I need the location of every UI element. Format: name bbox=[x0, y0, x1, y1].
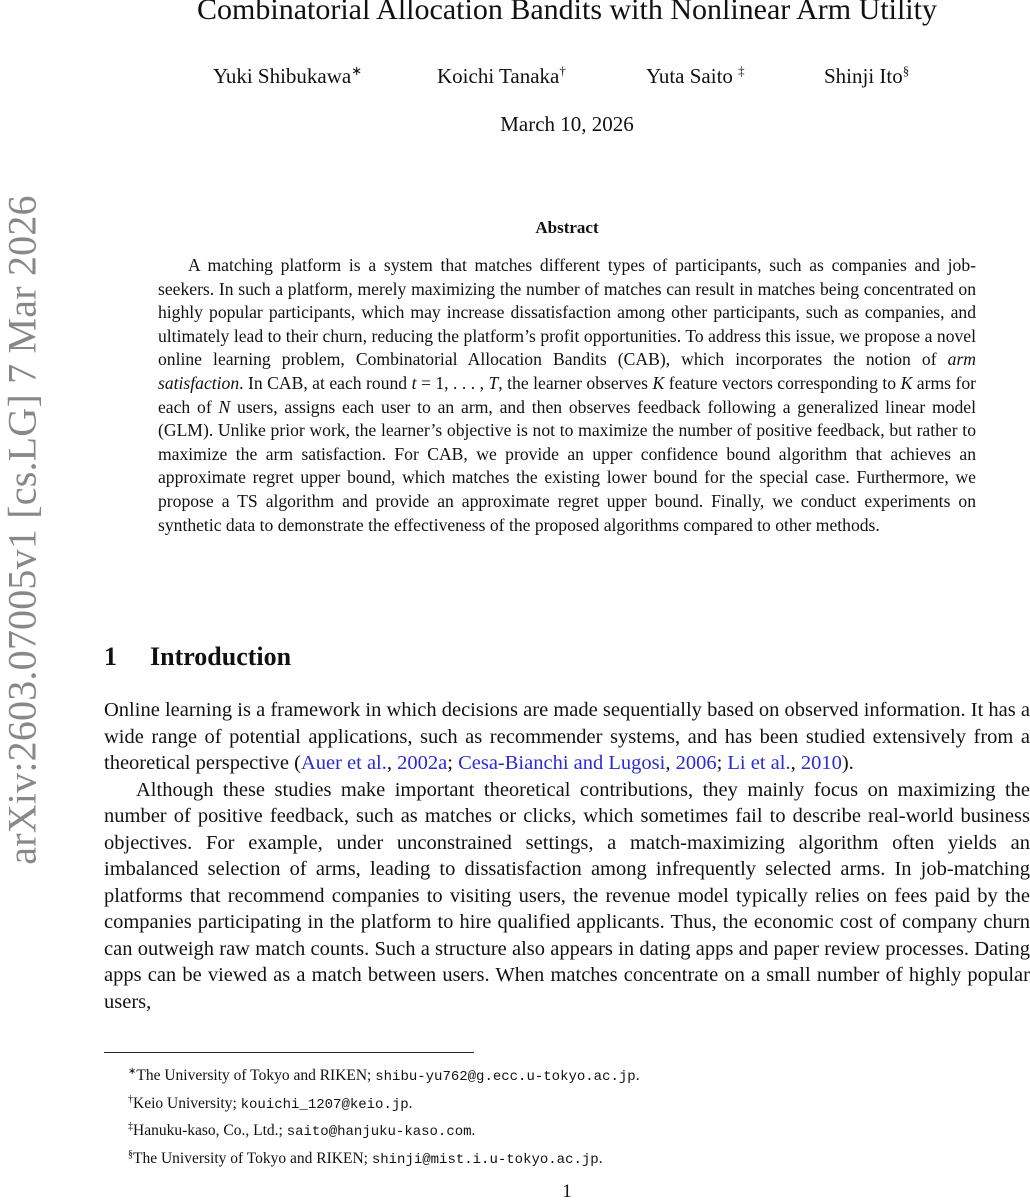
citation-link[interactable]: 2002a bbox=[397, 752, 448, 774]
author-3 bbox=[646, 63, 745, 89]
footnote-mark: ‡ bbox=[128, 1121, 133, 1133]
citation-link[interactable]: Cesa-Bianchi and Lugosi bbox=[458, 752, 666, 774]
paragraph-part: , bbox=[790, 752, 801, 774]
abstract-heading: Abstract bbox=[535, 218, 599, 237]
footnote-mark: † bbox=[128, 1093, 133, 1105]
paper-title: Combinatorial Allocation Bandits with Nonlinear Arm Utility bbox=[197, 0, 937, 26]
abstract-part: feature vectors corresponding to bbox=[664, 372, 901, 393]
arxiv-side-stamp bbox=[0, 0, 44, 900]
citation-link[interactable]: 2010 bbox=[800, 752, 842, 774]
author-mark: † bbox=[559, 63, 566, 78]
section-number: 1 bbox=[104, 642, 117, 671]
footnote bbox=[104, 1144, 1030, 1172]
email-address: shinji@mist.i.u-tokyo.ac.jp bbox=[371, 1152, 599, 1169]
paragraph-part: ). bbox=[841, 752, 854, 774]
author-2 bbox=[437, 63, 566, 89]
arxiv-id: arXiv:2603.07005v1 [cs.LG] 7 Mar 2026 bbox=[0, 195, 45, 865]
citation-link[interactable]: Auer et al. bbox=[300, 752, 387, 774]
abstract-part: = 1, . . . , bbox=[416, 372, 489, 393]
citation-link[interactable]: 2006 bbox=[675, 752, 717, 774]
footnote-text: . bbox=[598, 1150, 603, 1168]
email-address: saito@hanjuku-kaso.com bbox=[286, 1124, 472, 1141]
abstract-part: arms for each of bbox=[158, 372, 976, 417]
math-symbol: N bbox=[218, 396, 231, 417]
footnote bbox=[104, 1089, 1030, 1117]
author-mark: ∗ bbox=[351, 63, 363, 78]
paragraph-part: ; bbox=[716, 752, 728, 774]
author-list bbox=[0, 63, 1030, 93]
math-symbol: t bbox=[411, 372, 417, 393]
abstract-part: . In CAB, at each round bbox=[239, 372, 412, 393]
footnote-text: The University of Tokyo and RIKEN; bbox=[133, 1150, 372, 1168]
footnote bbox=[104, 1116, 1030, 1144]
author-name: Shinji Ito bbox=[824, 64, 903, 88]
abstract-part: users, assigns each user to an arm, and then observes feedback following a generalized linear model (GLM). Unlike prior work, the learner’s objective is not to maximize the number of positive feedback, but rather to maximize the arm satisfaction. For CAB, we provide an upper confidence bound algorithm that achieves an approximate regret upper bound, which matches the existing lower bound for the special case. Furthermore, we propose a TS algorithm and provide an approximate regret upper bound. Finally, we conduct experiments on synthetic data to demonstrate the effectiveness of the proposed algorithms compared to other methods. bbox=[158, 396, 976, 535]
footnote-text: Hanuku-kaso, Co., Ltd.; bbox=[133, 1122, 287, 1140]
section-heading bbox=[104, 642, 291, 672]
paragraph-part: , bbox=[386, 752, 398, 774]
abstract-emphasis: arm satisfaction bbox=[158, 349, 976, 393]
email-address: shibu-yu762@g.ecc.u-tokyo.ac.jp bbox=[375, 1069, 636, 1086]
footnote-text: . bbox=[635, 1067, 640, 1085]
section-title: Introduction bbox=[150, 642, 292, 671]
footnote-text: . bbox=[471, 1122, 476, 1140]
paragraph-1 bbox=[104, 697, 1030, 777]
paragraph-part: Online learning is a framework in which decisions are made sequentially based on observed information. It has a wide range of potential applications, such as recommender systems, and has been studied extensively from a theoretical perspective ( bbox=[104, 699, 1030, 774]
math-symbol: K bbox=[900, 372, 913, 393]
author-name: Yuta Saito bbox=[646, 64, 739, 88]
author-4 bbox=[824, 63, 909, 89]
paragraph-part: , bbox=[665, 752, 676, 774]
footnote-mark: ∗ bbox=[128, 1066, 137, 1077]
author-name: Koichi Tanaka bbox=[437, 64, 560, 88]
footnote-text: Keio University; bbox=[133, 1094, 241, 1112]
footnotes bbox=[104, 1061, 1030, 1172]
abstract-part: , the learner observes bbox=[498, 372, 653, 393]
author-mark: ‡ bbox=[738, 63, 745, 78]
math-symbol: T bbox=[488, 372, 499, 393]
author-1 bbox=[213, 63, 362, 89]
page-number: 1 bbox=[562, 1181, 572, 1202]
paragraph-2: Although these studies make important theoretical contributions, they mainly focus on maximizing the number of positive feedback, such as matches or clicks, which sometimes fail to describe real-world business objectives. For example, under unconstrained settings, a match-maximizing algorithm often yields an imbalanced selection of arms, leading to dissatisfaction among infrequently selected arms. In job-matching platforms that recommend companies to visiting users, the revenue model typically relies on fees paid by the companies participating in the platform to hire qualified applicants. Thus, the economic cost of company churn can outweigh raw match counts. Such a structure also appears in dating apps and paper review processes. Dating apps can be viewed as a match between users. When matches concentrate on a small number of highly popular users, bbox=[104, 778, 1030, 1013]
footnote-text: The University of Tokyo and RIKEN; bbox=[136, 1067, 376, 1085]
body-text bbox=[104, 697, 1030, 1015]
footnote-divider bbox=[104, 1052, 474, 1053]
citation-link[interactable]: Li et al. bbox=[727, 752, 791, 774]
footnote-text: . bbox=[408, 1094, 413, 1112]
math-symbol: K bbox=[652, 372, 665, 393]
paragraph-part: ; bbox=[447, 752, 459, 774]
abstract-text bbox=[158, 254, 976, 537]
author-mark: § bbox=[902, 63, 910, 78]
abstract-part: A matching platform is a system that matches different types of participants, such as companies and job-seekers. In such a platform, merely maximizing the number of matches can result in matches being concentrated on highly popular participants, which may increase dissatisfaction among other participants, such as companies, and ultimately lead to their churn, reducing the platform’s profit opportunities. To address this issue, we propose a novel online learning problem, Combinatorial Allocation Bandits (CAB), which incorporates the notion of bbox=[158, 255, 976, 370]
publication-date: March 10, 2026 bbox=[500, 112, 634, 136]
footnote-mark: § bbox=[128, 1148, 133, 1160]
email-address: kouichi_1207@keio.jp bbox=[240, 1096, 409, 1113]
footnote bbox=[104, 1061, 1030, 1089]
author-name: Yuki Shibukawa bbox=[213, 64, 352, 88]
